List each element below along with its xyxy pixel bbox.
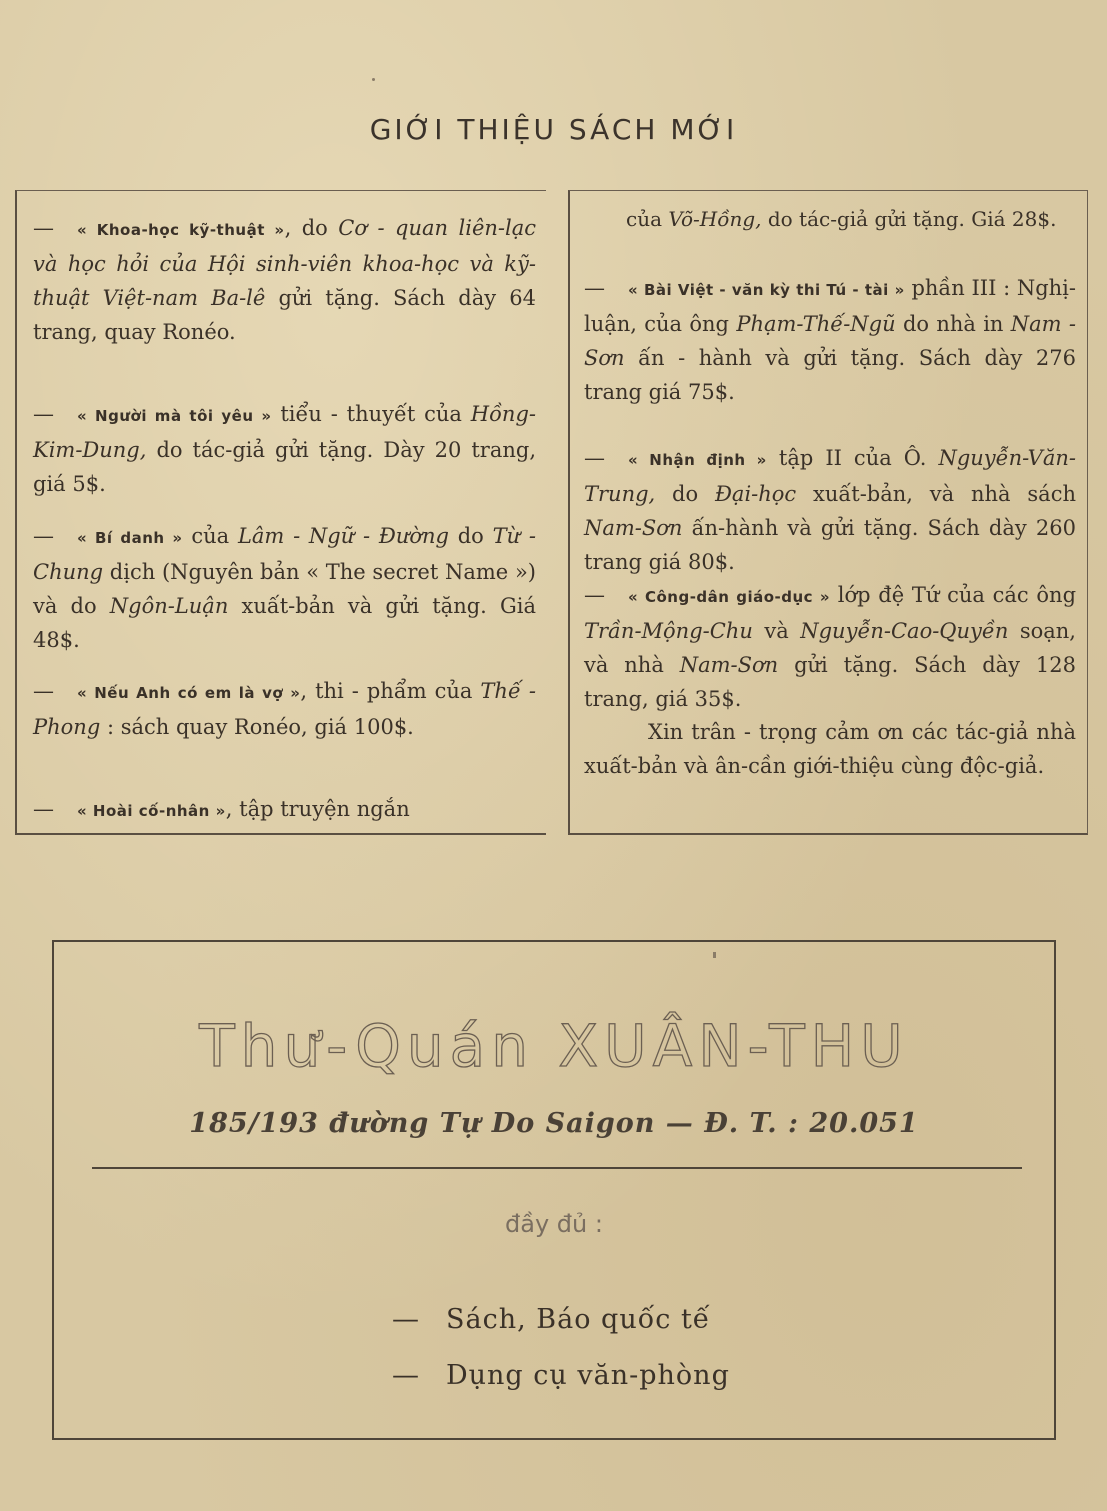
right-column [568, 190, 1088, 835]
book-title: Bí danh [95, 529, 165, 547]
ink-speck [372, 78, 375, 81]
book-entry-continued: của Võ-Hồng, do tác-giả gửi tặng. Giá 28$. [626, 207, 1057, 231]
publisher-name: Ngôn-Luận [109, 594, 229, 618]
author-name: Nguyễn-Cao-Quyền [800, 619, 1009, 643]
author-name: Hồng-Kim-Dung, [33, 402, 536, 462]
author-name: Võ-Hồng, [668, 207, 762, 231]
book-title: Nhận định [649, 451, 746, 469]
distributor-name: Nam-Sơn [584, 516, 683, 540]
ink-speck [713, 952, 716, 958]
book-title: Hoài cố-nhân [92, 802, 210, 820]
book-title: Công-dân giáo-dục [644, 588, 814, 606]
author-name: Thế - Phong [33, 679, 536, 739]
bookstore-advert [52, 940, 1056, 1440]
page-title: GIỚI THIỆU SÁCH MỚI [369, 113, 738, 146]
author-name: Lâm - Ngữ - Đường [237, 524, 449, 548]
book-entry-nguoi-ma-toi-yeu: — « Người mà tôi yêu » tiểu - thuyết của Hồng-Kim-Dung, do tác-giả gửi tặng. Dày 20 trang, giá 5$. [33, 402, 536, 496]
book-entry-hoai-co-nhan: — « Hoài cố-nhân », tập truyện ngắn [33, 797, 410, 821]
publisher-name: Nam-Sơn [679, 653, 779, 677]
translator-name: Từ - Chung [33, 524, 536, 584]
book-title: Bài Việt - văn kỳ thi Tú - tài [643, 281, 889, 299]
publisher-name: Nam - Sơn [584, 312, 1076, 370]
quote-open: « [77, 221, 97, 239]
author-name: Trần-Mộng-Chu [584, 619, 753, 643]
book-entry-neu-anh: — « Nếu Anh có em là vợ », thi - phẩm của Thế - Phong : sách quay Ronéo, giá 100$. [33, 679, 536, 739]
book-entry-bai-viet-van: — « Bài Việt - văn kỳ thi Tú - tài » phần III : Nghị-luận, của ông Phạm-Thế-Ngũ do nhà in Nam - Sơn ấn - hành và gửi tặng. Sách dày 276 trang giá 75$. [584, 276, 1076, 404]
book-entry-cong-dan-giao-duc: — « Công-dân giáo-dục » lớp đệ Tứ của các ông Trần-Mộng-Chu và Nguyễn-Cao-Quyền soạn, và nhà Nam-Sơn gửi tặng. Sách dày 128 trang, giá 35$. [584, 583, 1077, 711]
book-entry-khoa-hoc: — « Khoa-học kỹ-thuật », do Cơ - quan liên-lạc và học hỏi của Hội sinh-viên khoa-học và kỹ-thuật Việt-nam Ba-lê gửi tặng. Sách dày 64 trang, quay Ronéo. [33, 216, 536, 344]
advert-item: — Dụng cụ văn-phòng [392, 1360, 730, 1391]
book-title: Khoa-học kỹ-thuật [96, 221, 265, 239]
publisher-name: Đại-học [714, 482, 797, 506]
book-entry-bi-danh: — « Bí danh » của Lâm - Ngữ - Đường do Từ - Chung dịch (Nguyên bản « The secret Name ») và do Ngôn-Luận xuất-bản và gửi tặng. Giá 48$. [33, 524, 536, 652]
book-title: Người mà tôi yêu [95, 407, 254, 425]
bookstore-address: 185/193 đường Tự Do Saigon — Đ. T. : 20.051 [189, 1108, 919, 1139]
bookstore-name: Thư-Quán XUÂN-THU [199, 1012, 909, 1080]
left-column [15, 190, 546, 835]
advert-item: — Sách, Báo quốc tế [392, 1304, 711, 1335]
advert-heading: đầy đủ : [505, 1210, 603, 1238]
author-name: Nguyễn-Văn-Trung, [584, 446, 1076, 506]
book-entry-nhan-dinh: — « Nhận định » tập II của Ô. Nguyễn-Văn-Trung, do Đại-học xuất-bản, và nhà sách Nam-Sơn ấn-hành và gửi tặng. Sách dày 260 trang giá 80$. [584, 446, 1076, 574]
author-name: Phạm-Thế-Ngũ [736, 312, 896, 336]
book-title: Nếu Anh có em là vợ [94, 684, 284, 702]
thanks-note: Xin trân - trọng cảm ơn các tác-giả nhà xuất-bản và ân-cần giới-thiệu cùng độc-giả. [584, 720, 1076, 778]
quote-close: » [264, 221, 285, 239]
divider [92, 1167, 1022, 1169]
publisher-name: Cơ - quan liên-lạc và học hỏi của Hội sinh-viên khoa-học và kỹ-thuật Việt-nam Ba-lê [33, 216, 536, 310]
